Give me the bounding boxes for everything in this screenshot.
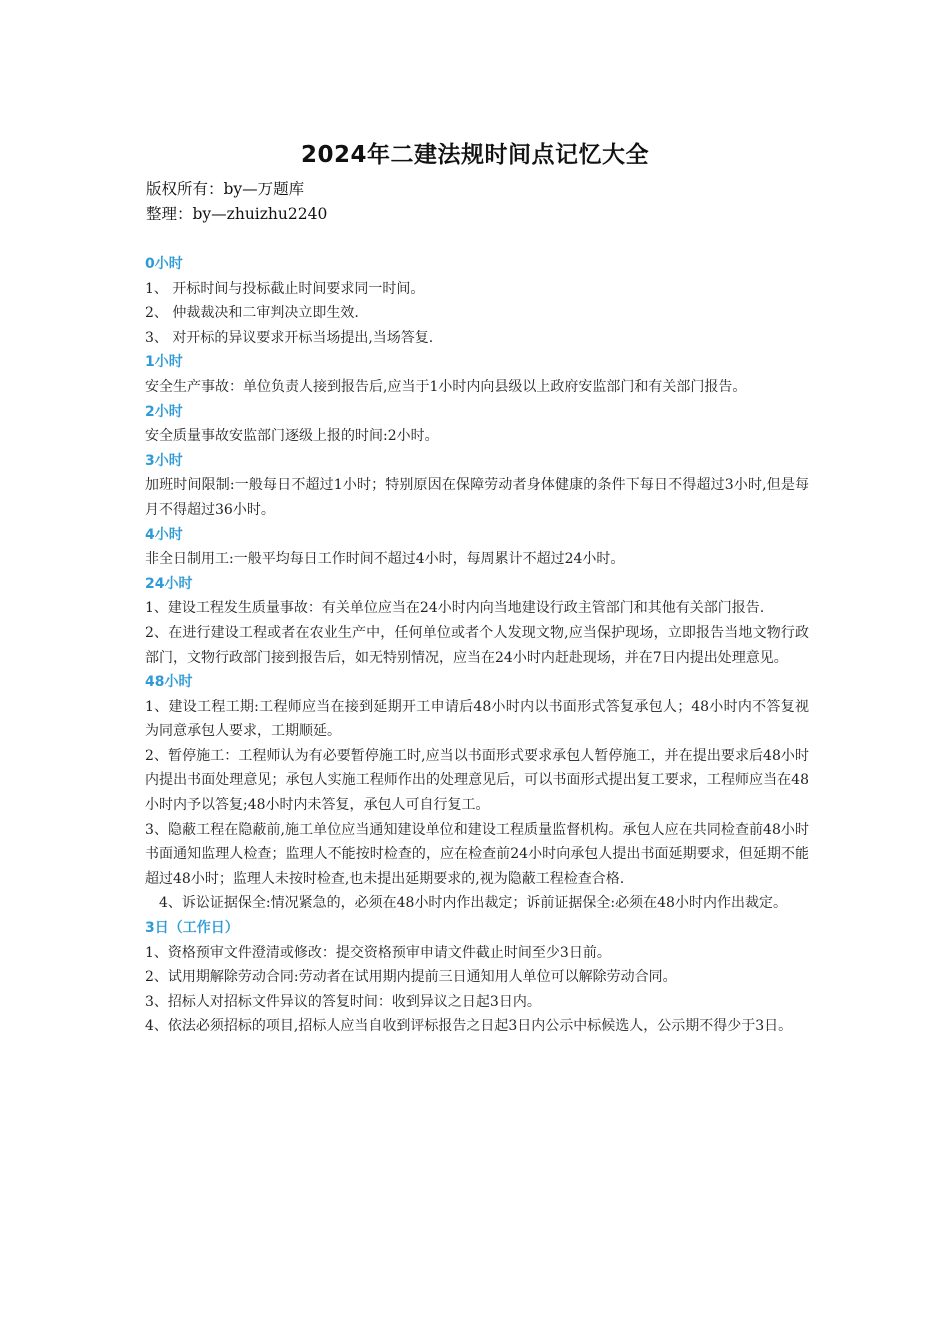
section-heading: 0小时 xyxy=(145,256,183,272)
paragraph: 2、暂停施工：工程师认为有必要暂停施工时,应当以书面形式要求承包人暂停施工，并在提出要求后48小时内提出书面处理意见；承包人实施工程师作出的处理意见后，可以书面形式提出复工要求，工程师应当在48小时内予以答复;48小时内未答复，承包人可自行复工。 xyxy=(145,747,809,814)
paragraph: 安全质量事故安监部门逐级上报的时间:2小时。 xyxy=(145,428,439,445)
section-heading: 1小时 xyxy=(145,354,183,371)
paragraph: 2、在进行建设工程或者在农业生产中，任何单位或者个人发现文物,应当保护现场，立即报告当地文物行政部门，文物行政部门接到报告后，如无特别情况，应当在24小时内赶赴现场，并在7日内提出处理意见。 xyxy=(145,624,809,666)
paragraph: 2、试用期解除劳动合同:劳动者在试用期内提前三日通知用人单位可以解除劳动合同。 xyxy=(145,969,677,986)
document-body xyxy=(145,252,809,1039)
paragraph: 1、建设工程发生质量事故：有关单位应当在24小时内向当地建设行政主管部门和其他有关部门报告. xyxy=(145,600,765,617)
paragraph: 非全日制用工:一般平均每日工作时间不超过4小时，每周累计不超过24小时。 xyxy=(145,551,625,568)
paragraph: 2、 仲裁裁决和二审判决立即生效. xyxy=(145,305,359,322)
paragraph: 加班时间限制:一般每日不超过1小时；特别原因在保障劳动者身体健康的条件下每日不得超过3小时,但是每月不得超过36小时。 xyxy=(145,477,809,518)
section-heading: 4小时 xyxy=(145,526,183,543)
paragraph: 3、 对开标的异议要求开标当场提出,当场答复. xyxy=(145,329,434,346)
paragraph: 3、招标人对招标文件异议的答复时间：收到异议之日起3日内。 xyxy=(145,993,541,1010)
section-heading: 3日（工作日） xyxy=(145,920,239,937)
copyright-line: 版权所有：by—万题库 xyxy=(146,180,305,198)
paragraph: 4、诉讼证据保全:情况紧急的，必须在48小时内作出裁定；诉前证据保全:必须在48小时内作出裁定。 xyxy=(159,895,787,912)
section-heading: 3小时 xyxy=(145,452,183,469)
document-title: 2024年二建法规时间点记忆大全 xyxy=(300,142,649,168)
paragraph: 1、 开标时间与投标截止时间要求同一时间。 xyxy=(145,280,425,297)
paragraph: 安全生产事故：单位负责人接到报告后,应当于1小时内向县级以上政府安监部门和有关部门报告。 xyxy=(145,378,747,395)
section-heading: 2小时 xyxy=(145,403,183,420)
paragraph: 1、建设工程工期:工程师应当在接到延期开工申请后48小时内以书面形式答复承包人；48小时内不答复视为同意承包人要求，工期顺延。 xyxy=(145,698,809,740)
editor-line: 整理：by—zhuizhu2240 xyxy=(146,205,328,223)
paragraph: 3、隐蔽工程在隐蔽前,施工单位应当通知建设单位和建设工程质量监督机构。承包人应在共同检查前48小时书面通知监理人检查；监理人不能按时检查的，应在检查前24小时向承包人提出书面延期要求，但延期不能超过48小时；监理人未按时检查,也未提出延期要求的,视为隐蔽工程检查合格. xyxy=(145,821,809,887)
paragraph: 1、资格预审文件澄清或修改：提交资格预审申请文件截止时间至少3日前。 xyxy=(145,944,611,961)
section-heading: 24小时 xyxy=(145,575,193,592)
paragraph: 4、依法必须招标的项目,招标人应当自收到评标报告之日起3日内公示中标候选人，公示期不得少于3日。 xyxy=(145,1018,793,1035)
section-heading: 48小时 xyxy=(145,674,193,691)
